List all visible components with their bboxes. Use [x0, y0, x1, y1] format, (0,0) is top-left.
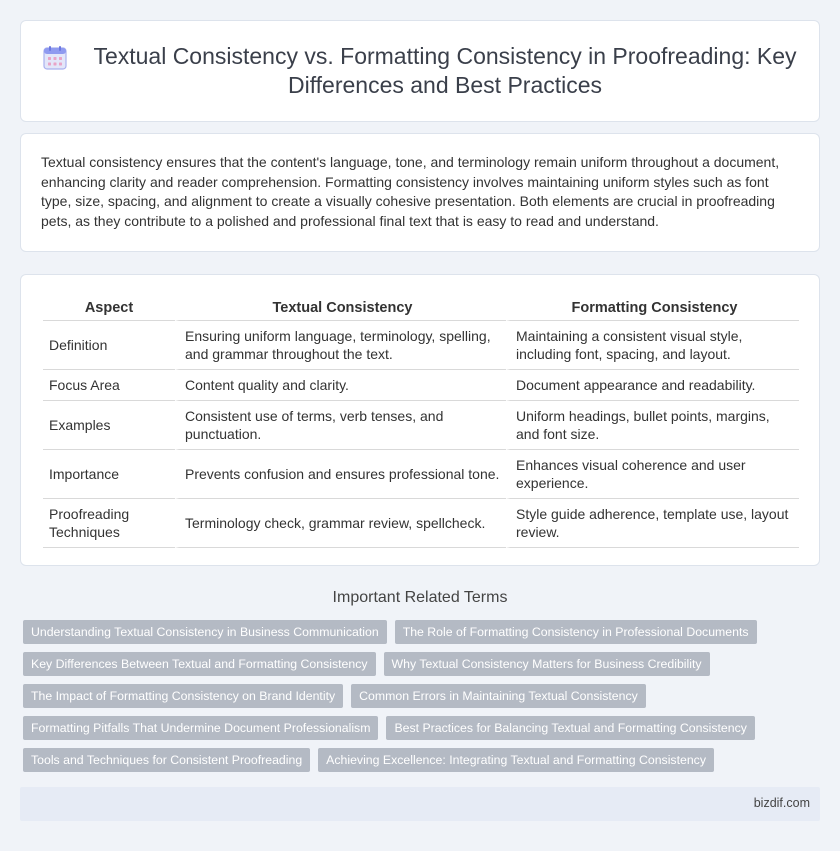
- header-card: [20, 20, 820, 122]
- related-term-tag[interactable]: Best Practices for Balancing Textual and Formatting Consistency: [386, 716, 754, 740]
- table-row: [43, 401, 799, 450]
- table-row: [43, 370, 799, 401]
- related-term-tag[interactable]: Key Differences Between Textual and Formatting Consistency: [23, 652, 376, 676]
- table-cell: Proofreading Techniques: [43, 499, 175, 548]
- related-term-tag[interactable]: The Impact of Formatting Consistency on Brand Identity: [23, 684, 343, 708]
- related-terms-list: [23, 620, 823, 772]
- table-row: [43, 499, 799, 548]
- table-cell: Consistent use of terms, verb tenses, and punctuation.: [175, 401, 506, 450]
- column-header-textual: Textual Consistency: [175, 297, 506, 321]
- table-cell: Ensuring uniform language, terminology, spelling, and grammar throughout the text.: [175, 321, 506, 370]
- table-cell: Enhances visual coherence and user experience.: [506, 450, 799, 499]
- related-term-tag[interactable]: Achieving Excellence: Integrating Textual and Formatting Consistency: [318, 748, 714, 772]
- intro-card: [20, 133, 820, 252]
- column-header-formatting: Formatting Consistency: [506, 297, 799, 321]
- table-cell: Terminology check, grammar review, spellcheck.: [175, 499, 506, 548]
- table-cell: Focus Area: [43, 370, 175, 401]
- table-row: [43, 321, 799, 370]
- related-terms-title: Important Related Terms: [332, 589, 508, 606]
- table-cell: Uniform headings, bullet points, margins, and font size.: [506, 401, 799, 450]
- table-cell: Definition: [43, 321, 175, 370]
- table-cell: Maintaining a consistent visual style, including font, spacing, and layout.: [506, 321, 799, 370]
- footer: [20, 787, 820, 821]
- related-term-tag[interactable]: Why Textual Consistency Matters for Business Credibility: [384, 652, 710, 676]
- column-header-aspect: Aspect: [43, 297, 175, 321]
- intro-paragraph: Textual consistency ensures that the content's language, tone, and terminology remain uniform throughout a document, enhancing clarity and reader comprehension. Formatting consistency involves maintaining uniform styles such as font type, size, spacing, and alignment to create a visually cohesive presentation. Both elements are crucial in proofreading pets, as they contribute to a polished and professional final text that is easy to read and understand.: [41, 154, 780, 229]
- table-header-row: [43, 297, 799, 321]
- related-term-tag[interactable]: The Role of Formatting Consistency in Professional Documents: [395, 620, 757, 644]
- table-cell: Document appearance and readability.: [506, 370, 799, 401]
- related-term-tag[interactable]: Formatting Pitfalls That Undermine Document Professionalism: [23, 716, 378, 740]
- related-term-tag[interactable]: Common Errors in Maintaining Textual Consistency: [351, 684, 646, 708]
- table-cell: Content quality and clarity.: [175, 370, 506, 401]
- comparison-table: [43, 297, 799, 548]
- comparison-table-card: [20, 274, 820, 566]
- table-row: [43, 450, 799, 499]
- related-term-tag[interactable]: Tools and Techniques for Consistent Proofreading: [23, 748, 310, 772]
- table-cell: Style guide adherence, template use, layout review.: [506, 499, 799, 548]
- calendar-icon: [41, 44, 69, 72]
- page-title: Textual Consistency vs. Formatting Consistency in Proofreading: Key Differences and Best Practices: [93, 43, 797, 98]
- table-cell: Examples: [43, 401, 175, 450]
- related-term-tag[interactable]: Understanding Textual Consistency in Business Communication: [23, 620, 387, 644]
- table-cell: Prevents confusion and ensures professional tone.: [175, 450, 506, 499]
- table-cell: Importance: [43, 450, 175, 499]
- footer-site-link[interactable]: bizdif.com: [753, 796, 810, 810]
